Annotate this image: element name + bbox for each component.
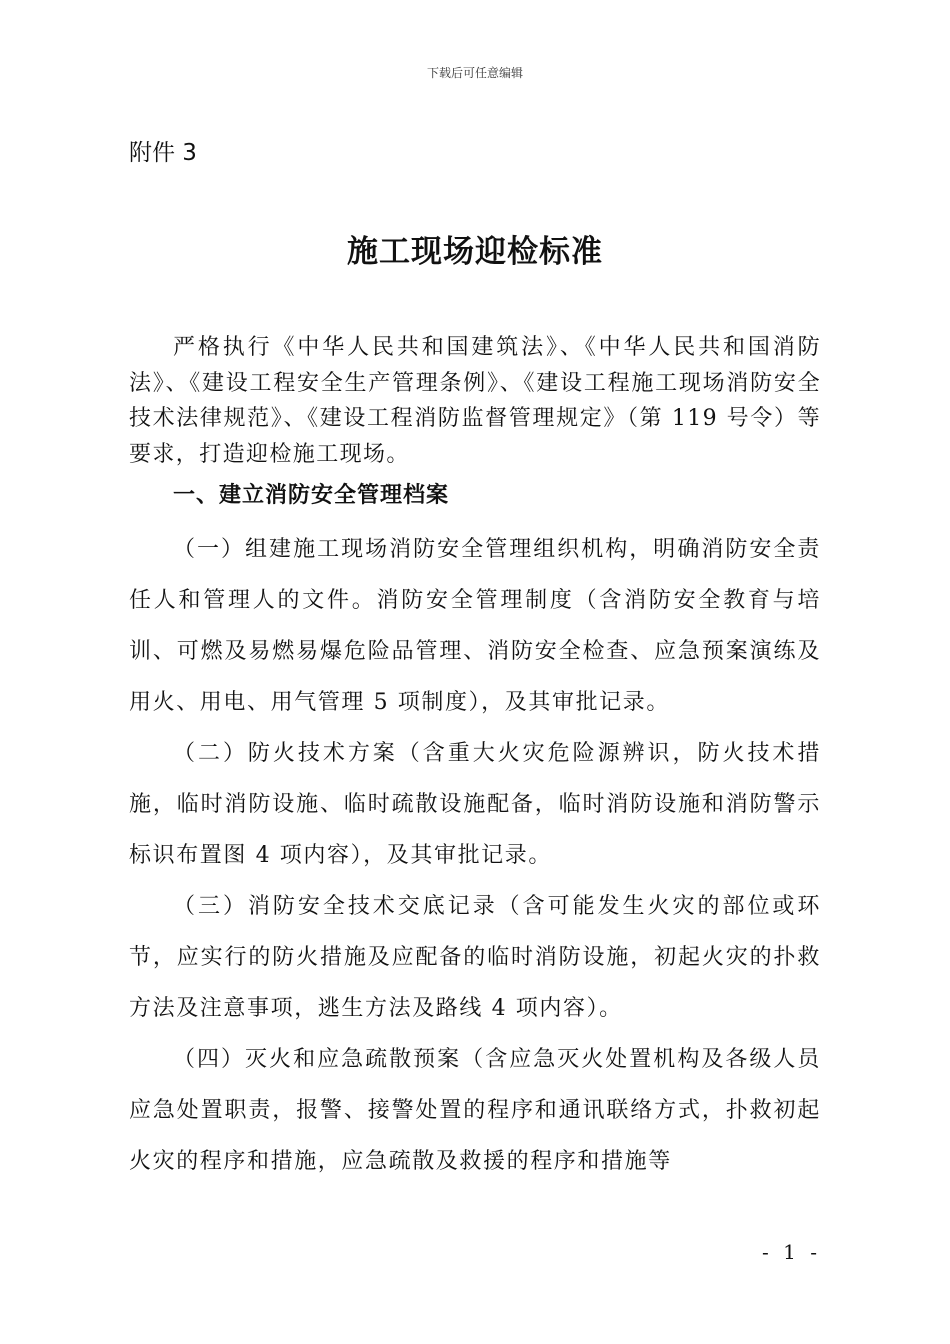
item-paragraph-2: （二）防火技术方案（含重大火灾危险源辨识，防火技术措施，临时消防设施、临时疏散设施配备，临时消防设施和消防警示标识布置图 4 项内容），及其审批记录。 <box>129 741 821 868</box>
header-note: 下载后可任意编辑 <box>426 66 523 80</box>
intro-paragraph: 严格执行《中华人民共和国建筑法》、《中华人民共和国消防法》、《建设工程安全生产管理条例》、《建设工程施工现场消防安全技术法律规范》、《建设工程消防监督管理规定》（第 119 号令）等要求，打造迎检施工现场。 <box>129 335 821 467</box>
section-heading: 一、建立消防安全管理档案 <box>173 483 450 508</box>
item-paragraph-1: （一）组建施工现场消防安全管理组织机构，明确消防安全责任人和管理人的文件。消防安全管理制度（含消防安全教育与培训、可燃及易燃易爆危险品管理、消防安全检查、应急预案演练及用火、用电、用气管理 5 项制度），及其审批记录。 <box>129 537 821 715</box>
page-title: 施工现场迎检标准 <box>347 234 603 270</box>
item-paragraph-4: （四）灭火和应急疏散预案（含应急灭火处置机构及各级人员应急处置职责，报警、接警处置的程序和通讯联络方式，扑救初起火灾的程序和措施，应急疏散及救援的程序和措施等 <box>129 1047 821 1174</box>
document-body <box>129 330 821 1187</box>
attachment-label: 附件 3 <box>129 140 197 166</box>
page-number: - 1 - <box>762 1240 821 1264</box>
item-paragraph-3: （三）消防安全技术交底记录（含可能发生火灾的部位或环节，应实行的防火措施及应配备的临时消防设施，初起火灾的扑救方法及注意事项，逃生方法及路线 4 项内容）。 <box>129 894 821 1021</box>
